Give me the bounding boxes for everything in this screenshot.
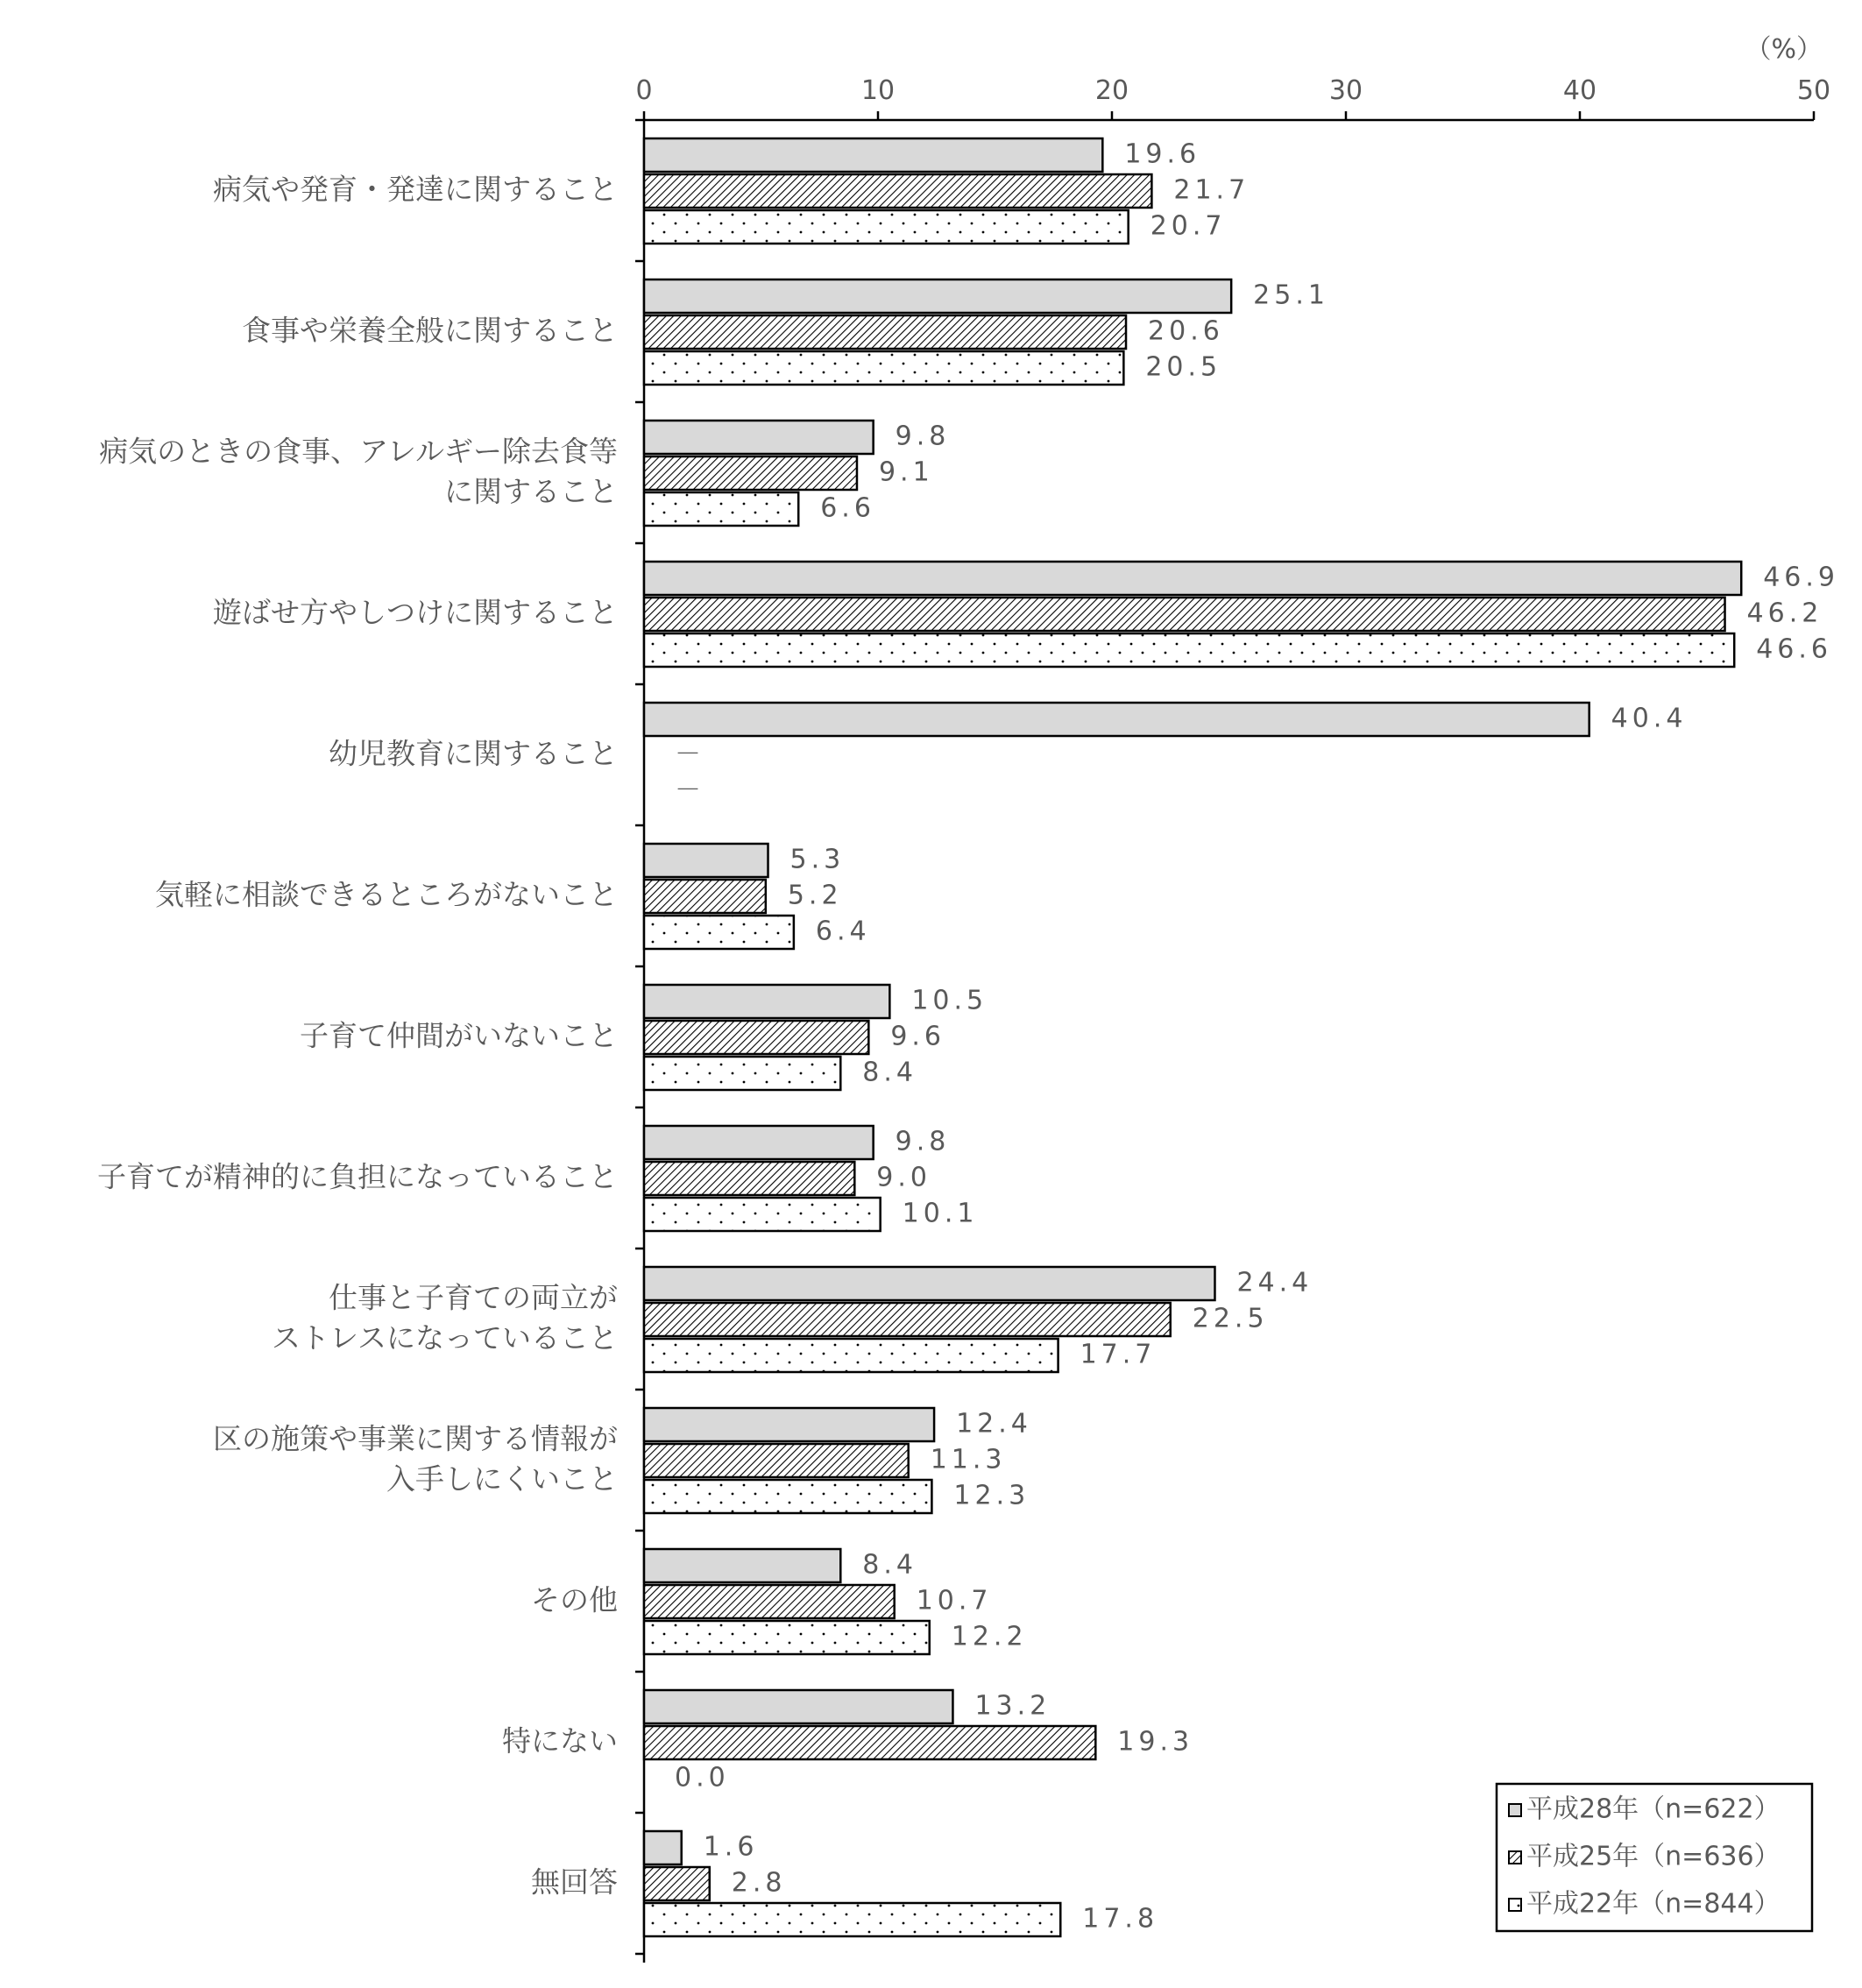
bar-series3-cat3 bbox=[644, 492, 798, 526]
legend-swatch-3 bbox=[1509, 1899, 1521, 1911]
data-label: 25.1 bbox=[1253, 279, 1329, 311]
bar-series2-cat4 bbox=[644, 598, 1725, 631]
category-label: に関すること bbox=[444, 474, 618, 509]
bar-series2-cat10 bbox=[644, 1444, 909, 1477]
data-label: 12.2 bbox=[951, 1621, 1028, 1652]
bar-series3-cat9 bbox=[644, 1339, 1058, 1372]
bar-series1-cat12 bbox=[644, 1690, 952, 1723]
bar-series2-cat13 bbox=[644, 1867, 710, 1900]
category-label: ストレスになっていること bbox=[271, 1320, 618, 1355]
data-label: 19.6 bbox=[1124, 138, 1201, 170]
bar-series2-cat1 bbox=[644, 174, 1151, 208]
data-label: 11.3 bbox=[930, 1444, 1007, 1475]
data-label: － bbox=[675, 775, 705, 806]
bar-series3-cat11 bbox=[644, 1621, 930, 1654]
data-label: 19.3 bbox=[1117, 1726, 1194, 1758]
data-label: 10.1 bbox=[902, 1198, 979, 1229]
labels-layer bbox=[97, 139, 1839, 1935]
category-label: 子育てが精神的に負担になっていること bbox=[97, 1159, 618, 1194]
data-label: 40.4 bbox=[1611, 703, 1688, 734]
data-label: 9.0 bbox=[876, 1162, 932, 1193]
bar-series1-cat8 bbox=[644, 1126, 874, 1159]
data-label: 9.1 bbox=[878, 456, 934, 488]
bar-series2-cat6 bbox=[644, 880, 766, 913]
category-label: 幼児教育に関すること bbox=[329, 736, 618, 771]
data-label: 24.4 bbox=[1236, 1267, 1313, 1298]
data-label: 46.6 bbox=[1756, 633, 1833, 665]
category-label: 仕事と子育ての両立が bbox=[329, 1280, 618, 1315]
data-label: 5.3 bbox=[789, 844, 846, 875]
bar-series1-cat5 bbox=[644, 703, 1589, 736]
data-label: 2.8 bbox=[731, 1867, 787, 1899]
bar-series1-cat1 bbox=[644, 138, 1102, 172]
legend-label: 平成22年（n=844） bbox=[1526, 1888, 1781, 1920]
x-tick-label: 30 bbox=[1328, 75, 1363, 106]
data-label: 17.8 bbox=[1082, 1903, 1159, 1935]
bar-series3-cat4 bbox=[644, 633, 1734, 667]
legend-label: 平成25年（n=636） bbox=[1526, 1841, 1781, 1872]
x-tick-label: 0 bbox=[635, 75, 653, 106]
bar-series2-cat8 bbox=[644, 1162, 854, 1195]
data-label: 0.0 bbox=[675, 1762, 730, 1793]
bar-series1-cat3 bbox=[644, 421, 874, 454]
category-label: 遊ばせ方やしつけに関すること bbox=[213, 595, 618, 630]
bar-series3-cat13 bbox=[644, 1903, 1060, 1936]
bar-series3-cat7 bbox=[644, 1057, 840, 1090]
data-label: 6.6 bbox=[820, 492, 875, 524]
category-label: 無回答 bbox=[531, 1864, 618, 1900]
bar-series1-cat4 bbox=[644, 562, 1741, 595]
data-label: 20.5 bbox=[1145, 351, 1222, 383]
bar-series3-cat1 bbox=[644, 210, 1129, 244]
data-label: 1.6 bbox=[703, 1831, 759, 1863]
category-label: 気軽に相談できるところがないこと bbox=[155, 877, 618, 912]
data-label: 20.6 bbox=[1148, 315, 1224, 347]
category-label: 区の施策や事業に関する情報が bbox=[213, 1421, 618, 1456]
data-label: 8.4 bbox=[862, 1549, 917, 1581]
bar-series2-cat7 bbox=[644, 1021, 868, 1054]
bar-series2-cat3 bbox=[644, 456, 857, 490]
bar-series1-cat9 bbox=[644, 1267, 1214, 1300]
bar-series2-cat12 bbox=[644, 1726, 1095, 1759]
bar-series1-cat11 bbox=[644, 1549, 840, 1582]
bar-series1-cat7 bbox=[644, 985, 889, 1018]
data-label: 21.7 bbox=[1173, 174, 1250, 206]
legend-label: 平成28年（n=622） bbox=[1526, 1793, 1781, 1825]
bar-series3-cat2 bbox=[644, 351, 1123, 385]
legend bbox=[1497, 1784, 1812, 1931]
x-tick-label: 10 bbox=[860, 75, 896, 106]
data-label: 13.2 bbox=[974, 1690, 1051, 1722]
category-label: 特にない bbox=[502, 1723, 618, 1758]
bar-series2-cat11 bbox=[644, 1585, 895, 1618]
data-label: 46.9 bbox=[1763, 562, 1840, 593]
data-label: 6.4 bbox=[815, 916, 871, 947]
data-label: 10.7 bbox=[916, 1585, 993, 1617]
category-label: 子育て仲間がいないこと bbox=[300, 1018, 618, 1053]
legend-swatch-1 bbox=[1509, 1804, 1521, 1816]
bar-series1-cat2 bbox=[644, 279, 1231, 313]
bar-series2-cat9 bbox=[644, 1303, 1171, 1336]
data-label: 9.8 bbox=[895, 421, 951, 452]
bar-series1-cat10 bbox=[644, 1408, 934, 1441]
bars-layer bbox=[644, 138, 1741, 1936]
data-label: － bbox=[675, 739, 705, 770]
legend-swatch-2 bbox=[1509, 1851, 1521, 1864]
category-label: 入手しにくいこと bbox=[386, 1461, 618, 1496]
data-label: 12.3 bbox=[953, 1480, 1030, 1511]
data-label: 46.2 bbox=[1746, 598, 1823, 629]
category-label: 病気のときの食事、アレルギー除去食等 bbox=[99, 434, 618, 469]
data-label: 10.5 bbox=[911, 985, 988, 1016]
x-tick-label: 20 bbox=[1094, 75, 1129, 106]
data-label: 22.5 bbox=[1192, 1303, 1269, 1334]
category-label: 食事や栄養全般に関すること bbox=[242, 313, 618, 348]
data-label: 8.4 bbox=[862, 1057, 917, 1088]
x-tick-label: 50 bbox=[1796, 75, 1831, 106]
unit-label: （%） bbox=[1745, 34, 1823, 65]
category-label: 病気や発育・発達に関すること bbox=[213, 172, 618, 207]
data-label: 5.2 bbox=[787, 880, 843, 911]
data-label: 9.6 bbox=[890, 1021, 946, 1052]
bar-series3-cat8 bbox=[644, 1198, 881, 1231]
bar-series1-cat13 bbox=[644, 1831, 682, 1864]
category-label: その他 bbox=[531, 1582, 618, 1617]
bar-series1-cat6 bbox=[644, 844, 768, 877]
bar-series3-cat6 bbox=[644, 916, 794, 949]
data-label: 9.8 bbox=[895, 1126, 951, 1157]
bar-series2-cat2 bbox=[644, 315, 1126, 349]
bar-series3-cat10 bbox=[644, 1480, 931, 1513]
data-label: 12.4 bbox=[956, 1408, 1032, 1440]
x-tick-label: 40 bbox=[1562, 75, 1597, 106]
data-label: 17.7 bbox=[1080, 1339, 1157, 1370]
data-label: 20.7 bbox=[1150, 210, 1227, 242]
